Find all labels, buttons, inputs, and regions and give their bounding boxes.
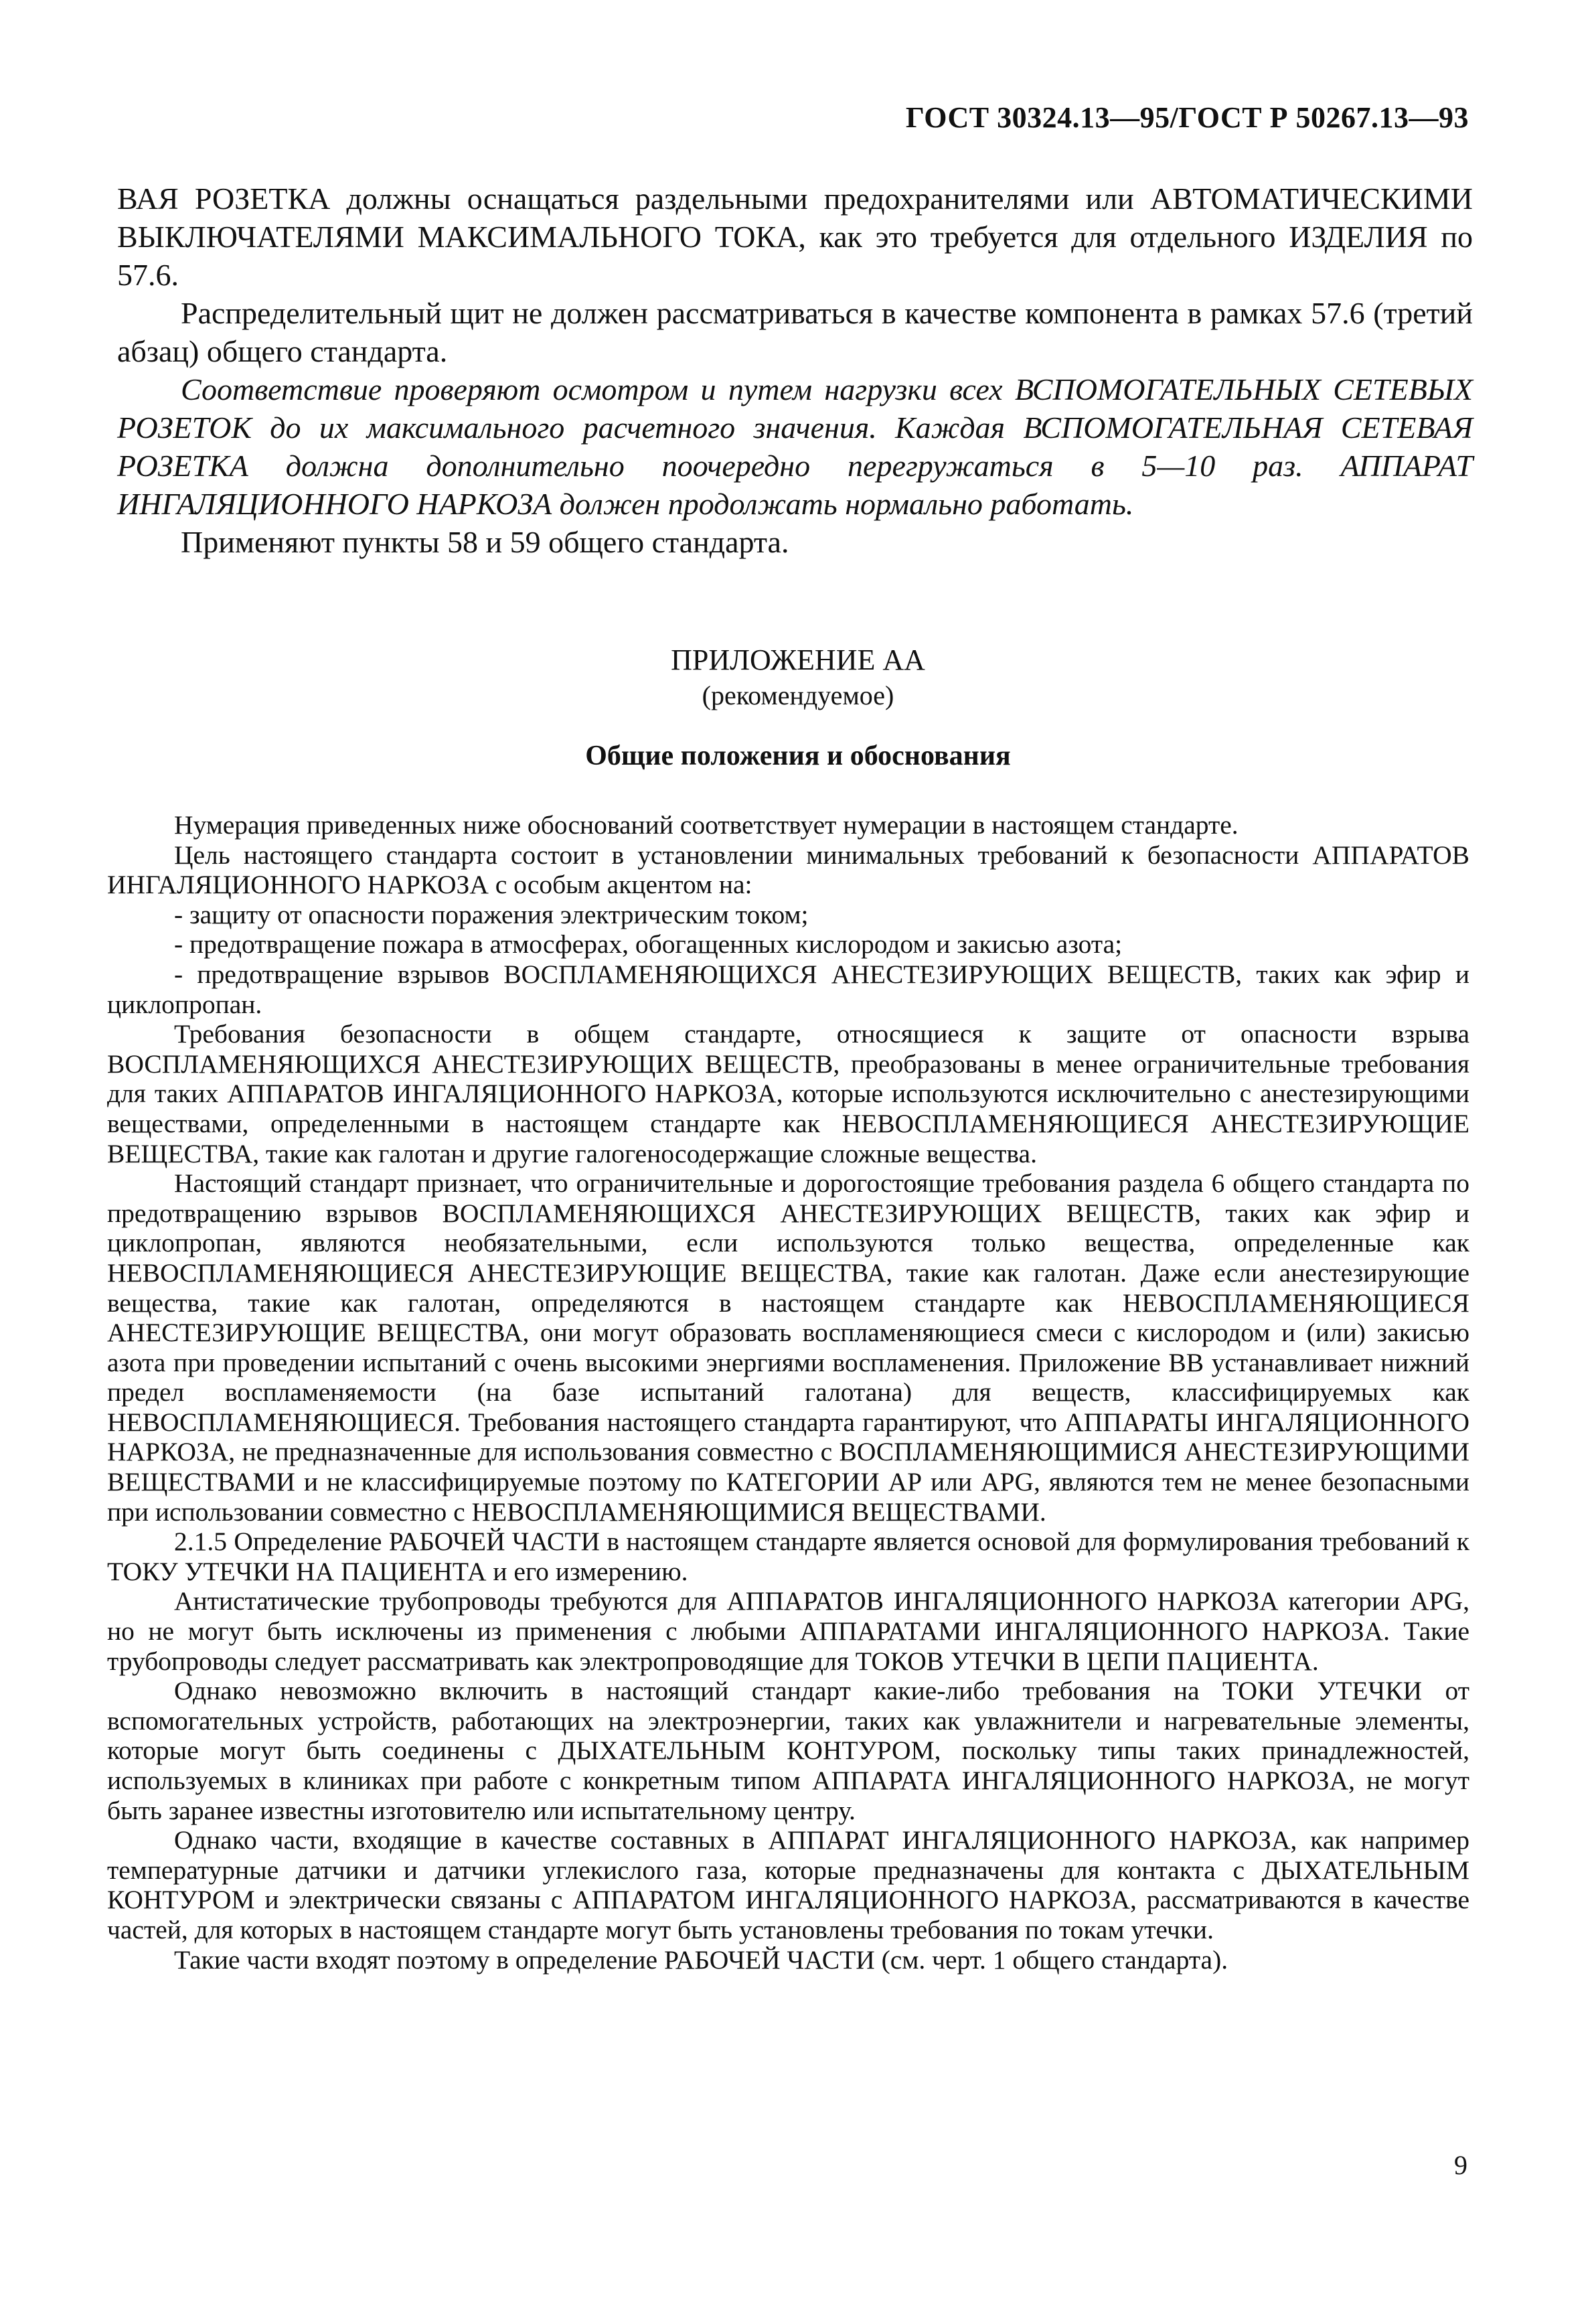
list-item: - предотвращение пожара в атмосферах, обогащенных кислородом и закисью азота; [174, 929, 1123, 959]
appendix-subtitle: (рекомендуемое) [702, 680, 894, 710]
paragraph: Однако невозможно включить в настоящий стандарт какие-либо требования на ТОКИ УТЕЧКИ от вспомогательных устройств, работающих на электроэнергии, таких как увлажнители и нагревательные элементы, которые могут быть соединены с ДЫХАТЕЛЬНЫМ КОНТУРОМ, поскольку типы таких принадлежностей, используемых в клиниках при работе с конкретным типом АППАРАТА ИНГАЛЯЦИОННОГО НАРКОЗА, не могут быть заранее известны изготовителю или испытательному центру. [107, 1676, 1469, 1825]
paragraph: Применяют пункты 58 и 59 общего стандарта. [181, 525, 789, 559]
appendix-body [107, 810, 1469, 1975]
paragraph: Настоящий стандарт признает, что ограничительные и дорогостоящие требования раздела 6 общего стандарта по предотвращению взрывов ВОСПЛАМЕНЯЮЩИХСЯ АНЕСТЕЗИРУЮЩИХ ВЕЩЕСТВ, таких как эфир и циклопропан, являются необязательными, если используются только вещества, определенные как НЕВОСПЛАМЕНЯЮЩИЕСЯ АНЕСТЕЗИРУЮЩИЕ ВЕЩЕСТВА, такие как галотан. Даже если анестезирующие вещества, такие как галотан, определяются в настоящем стандарте как НЕВОСПЛАМЕНЯЮЩИЕСЯ АНЕСТЕЗИРУЮЩИЕ ВЕЩЕСТВА, они могут образовать воспламеняющиеся смеси с кислородом и (или) закисью азота при проведении испытаний с очень высокими энергиями воспламенения. Приложение ВВ устанавливает нижний предел воспламеняемости (на базе испытаний галотана) для веществ, классифицируемых как НЕВОСПЛАМЕНЯЮЩИЕСЯ. Требования настоящего стандарта гарантируют, что АППАРАТЫ ИНГАЛЯЦИОННОГО НАРКОЗА, не предназначенные для использования совместно с ВОСПЛАМЕНЯЮЩИМИСЯ АНЕСТЕЗИРУЮЩИМИ ВЕЩЕСТВАМИ и не классифицируемые поэтому по КАТЕГОРИИ АР или APG, являются тем не менее безопасными при использовании совместно с НЕВОСПЛАМЕНЯЮЩИМИСЯ ВЕЩЕСТВАМИ. [107, 1168, 1469, 1527]
paragraph: Нумерация приведенных ниже обоснований соответствует нумерации в настоящем стандарте. [174, 810, 1239, 840]
appendix-heading: Общие положения и обоснования [585, 741, 1011, 771]
continued-section [117, 179, 1473, 561]
paragraph: Требования безопасности в общем стандарте, относящиеся к защите от опасности взрыва ВОСПЛАМЕНЯЮЩИХСЯ АНЕСТЕЗИРУЮЩИХ ВЕЩЕСТВ, преобразованы в менее ограничительные требования для таких АППАРАТОВ ИНГАЛЯЦИОННОГО НАРКОЗА, которые используются исключительно с анестезирующими веществами, определенными в настоящем стандарте как НЕВОСПЛАМЕНЯЮЩИЕСЯ АНЕСТЕЗИРУЮЩИЕ ВЕЩЕСТВА, такие как галотан и другие галогеносодержащие сложные вещества. [107, 1019, 1469, 1168]
paragraph: Такие части входят поэтому в определение РАБОЧЕЙ ЧАСТИ (см. черт. 1 общего стандарта). [174, 1944, 1228, 1975]
compliance-paragraph: Соответствие проверяют осмотром и путем нагрузки всех ВСПОМОГАТЕЛЬНЫХ СЕТЕВЫХ РОЗЕТОК до их максимального расчетного значения. Каждая ВСПОМОГАТЕЛЬНАЯ СЕТЕВАЯ РОЗЕТКА должна дополнительно поочередно перегружаться в 5—10 раз. АППАРАТ ИНГАЛЯЦИОННОГО НАРКОЗА должен продолжать нормально работать. [117, 372, 1473, 521]
paragraph: Цель настоящего стандарта состоит в установлении минимальных требований к безопасности АППАРАТОВ ИНГАЛЯЦИОННОГО НАРКОЗА с особым акцентом на: [107, 840, 1469, 900]
paragraph: Антистатические трубопроводы требуются для АППАРАТОВ ИНГАЛЯЦИОННОГО НАРКОЗА категории APG, но не могут быть исключены из применения с любыми АППАРАТАМИ ИНГАЛЯЦИОННОГО НАРКОЗА. Такие трубопроводы следует рассматривать как электропроводящие для ТОКОВ УТЕЧКИ В ЦЕПИ ПАЦИЕНТА. [107, 1586, 1469, 1676]
appendix-title: ПРИЛОЖЕНИЕ АА [671, 643, 925, 676]
page-number: 9 [1454, 2150, 1467, 2180]
list-item: - защиту от опасности поражения электрическим током; [174, 899, 809, 929]
paragraph: 2.1.5 Определение РАБОЧЕЙ ЧАСТИ в настоящем стандарте является основой для формулирования требований к ТОКУ УТЕЧКИ НА ПАЦИЕНТА и его измерению. [107, 1527, 1469, 1586]
standard-header: ГОСТ 30324.13—95/ГОСТ Р 50267.13—93 [905, 101, 1469, 134]
paragraph: ВАЯ РОЗЕТКА должны оснащаться раздельными предохранителями или АВТОМАТИЧЕСКИМИ ВЫКЛЮЧАТЕЛЯМИ МАКСИМАЛЬНОГО ТОКА, как это требуется для отдельного ИЗДЕЛИЯ по 57.6. [117, 181, 1473, 292]
paragraph: Распределительный щит не должен рассматриваться в качестве компонента в рамках 57.6 (третий абзац) общего стандарта. [117, 296, 1473, 368]
list-item: - предотвращение взрывов ВОСПЛАМЕНЯЮЩИХСЯ АНЕСТЕЗИРУЮЩИХ ВЕЩЕСТВ, таких как эфир и циклопропан. [107, 959, 1469, 1019]
paragraph: Однако части, входящие в качестве составных в АППАРАТ ИНГАЛЯЦИОННОГО НАРКОЗА, как например температурные датчики и датчики углекислого газа, которые предназначены для контакта с ДЫХАТЕЛЬНЫМ КОНТУРОМ и электрически связаны с АППАРАТОМ ИНГАЛЯЦИОННОГО НАРКОЗА, рассматриваются в качестве частей, для которых в настоящем стандарте могут быть установлены требования по токам утечки. [107, 1825, 1469, 1944]
